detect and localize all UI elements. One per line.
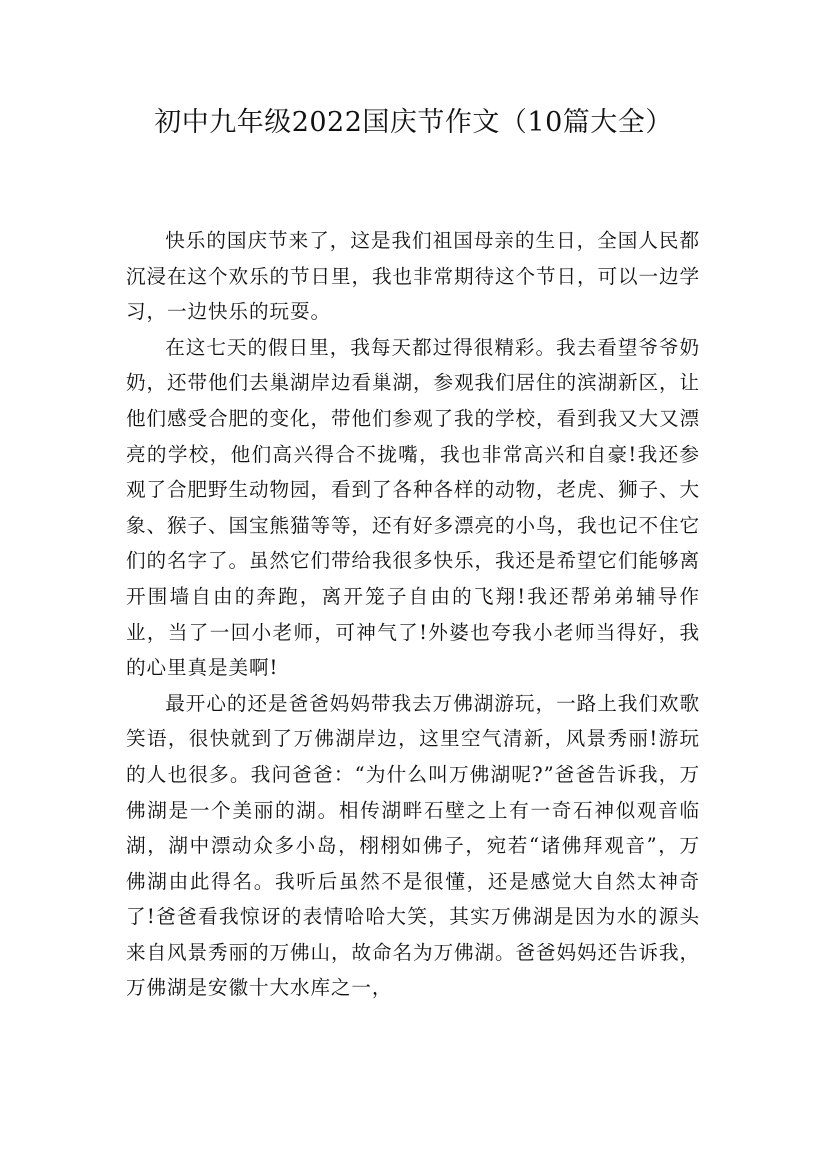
body-paragraph: 快乐的国庆节来了，这是我们祖国母亲的生日，全国人民都沉浸在这个欢乐的节日里，我也非常期待这个节日，可以一边学习，一边快乐的玩耍。 xyxy=(126,229,700,324)
document-title: 初中九年级2022国庆节作文（10篇大全） xyxy=(154,107,673,138)
body-paragraph: 最开心的还是爸爸妈妈带我去万佛湖游玩，一路上我们欢歌笑语，很快就到了万佛湖岸边，这里空气清新，风景秀丽!游玩的人也很多。我问爸爸：“为什么叫万佛湖呢?”爸爸告诉我，万佛湖是一个美丽的湖。相传湖畔石壁之上有一奇石神似观音临湖，湖中漂动众多小岛，栩栩如佛子，宛若“诸佛拜观音”，万佛湖由此得名。我听后虽然不是很懂，还是感觉大自然太神奇了!爸爸看我惊讶的表情哈哈大笑，其实万佛湖是因为水的源头来自风景秀丽的万佛山，故命名为万佛湖。爸爸妈妈还告诉我，万佛湖是安徽十大水库之一， xyxy=(126,691,700,1000)
document-body xyxy=(126,223,700,1006)
body-paragraph: 在这七天的假日里，我每天都过得很精彩。我去看望爷爷奶奶，还带他们去巢湖岸边看巢湖，参观我们居住的滨湖新区，让他们感受合肥的变化，带他们参观了我的学校，看到我又大又漂亮的学校，他们高兴得合不拢嘴，我也非常高兴和自豪!我还参观了合肥野生动物园，看到了各种各样的动物，老虎、狮子、大象、猴子、国宝熊猫等等，还有好多漂亮的小鸟，我也记不住它们的名字了。虽然它们带给我很多快乐，我还是希望它们能够离开围墙自由的奔跑，离开笼子自由的飞翔!我还帮弟弟辅导作业，当了一回小老师，可神气了!外婆也夸我小老师当得好，我的心里真是美啊! xyxy=(126,335,700,680)
